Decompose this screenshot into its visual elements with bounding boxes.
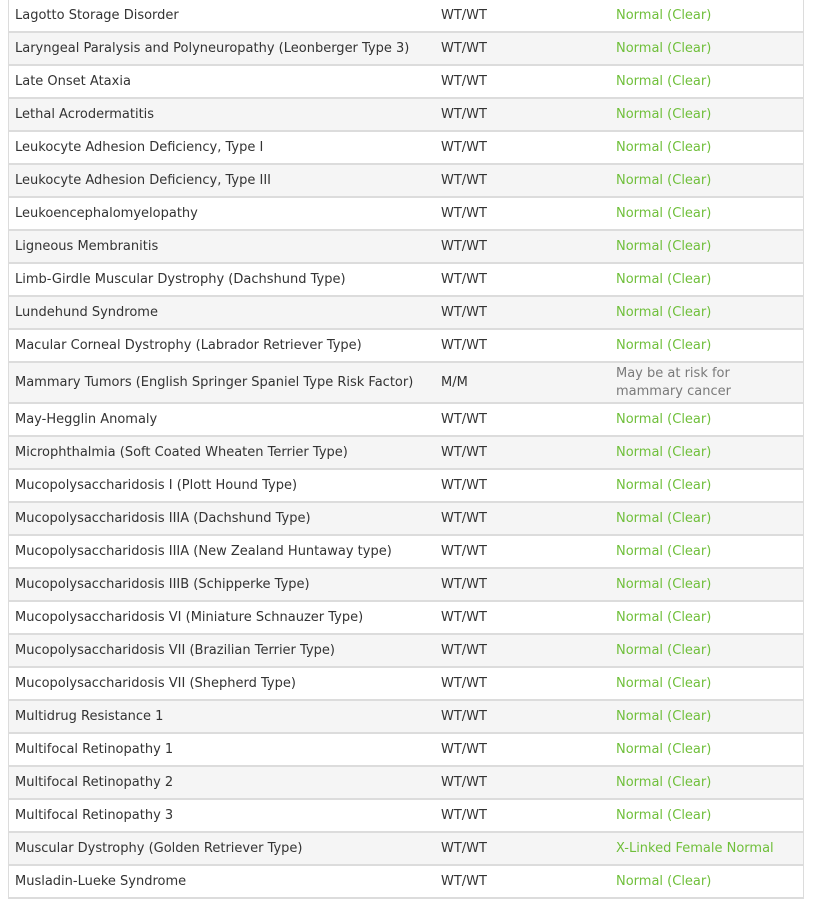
- genotype-value: WT/WT: [441, 511, 487, 526]
- condition-name: Mucopolysaccharidosis IIIA (Dachshund Type): [15, 511, 311, 526]
- genotype-value: WT/WT: [441, 74, 487, 89]
- result-status: X-Linked Female Normal: [616, 840, 774, 856]
- condition-name: Multidrug Resistance 1: [15, 709, 164, 724]
- table-row: [9, 602, 803, 635]
- table-row: [9, 866, 803, 899]
- condition-name: Mucopolysaccharidosis I (Plott Hound Type): [15, 478, 298, 493]
- result-status: May be at risk for mammary cancer: [616, 365, 731, 399]
- condition-name: Laryngeal Paralysis and Polyneuropathy (Leonberger Type 3): [15, 41, 410, 56]
- condition-name: Lagotto Storage Disorder: [15, 8, 179, 23]
- condition-name: Ligneous Membranitis: [15, 239, 159, 254]
- condition-name: Musladin-Lueke Syndrome: [15, 874, 187, 889]
- condition-name: Microphthalmia (Soft Coated Wheaten Terrier Type): [15, 445, 348, 460]
- result-status: Normal (Clear): [616, 205, 712, 221]
- condition-name: Mucopolysaccharidosis IIIA (New Zealand Huntaway type): [15, 544, 392, 559]
- result-status: Normal (Clear): [616, 642, 712, 658]
- table-row: [9, 800, 803, 833]
- genetic-results-table: [8, 0, 804, 899]
- condition-name: Limb-Girdle Muscular Dystrophy (Dachshund Type): [15, 272, 346, 287]
- genotype-value: WT/WT: [441, 107, 487, 122]
- genotype-value: WT/WT: [441, 206, 487, 221]
- table-row: [9, 503, 803, 536]
- condition-name: Multifocal Retinopathy 1: [15, 742, 174, 757]
- condition-name: Mammary Tumors (English Springer Spaniel Type Risk Factor): [15, 375, 414, 390]
- table-row: [9, 833, 803, 866]
- genotype-value: WT/WT: [441, 709, 487, 724]
- genotype-value: WT/WT: [441, 478, 487, 493]
- table-row: [9, 569, 803, 602]
- result-status: Normal (Clear): [616, 106, 712, 122]
- table-row: [9, 330, 803, 363]
- result-status: Normal (Clear): [616, 741, 712, 757]
- result-status: Normal (Clear): [616, 675, 712, 691]
- condition-name: Late Onset Ataxia: [15, 74, 131, 89]
- result-status: Normal (Clear): [616, 510, 712, 526]
- result-status: Normal (Clear): [616, 477, 712, 493]
- table-row: [9, 363, 803, 404]
- result-status: Normal (Clear): [616, 873, 712, 889]
- table-row: [9, 99, 803, 132]
- result-status: Normal (Clear): [616, 238, 712, 254]
- genotype-value: WT/WT: [441, 544, 487, 559]
- genotype-value: WT/WT: [441, 610, 487, 625]
- result-status: Normal (Clear): [616, 444, 712, 460]
- result-status: Normal (Clear): [616, 304, 712, 320]
- condition-name: Mucopolysaccharidosis VII (Brazilian Terrier Type): [15, 643, 335, 658]
- genotype-value: WT/WT: [441, 305, 487, 320]
- table-row: [9, 536, 803, 569]
- result-status: Normal (Clear): [616, 543, 712, 559]
- condition-name: Mucopolysaccharidosis IIIB (Schipperke Type): [15, 577, 310, 592]
- table-row: [9, 66, 803, 99]
- genotype-value: WT/WT: [441, 445, 487, 460]
- table-row: [9, 701, 803, 734]
- table-row: [9, 470, 803, 503]
- genotype-value: WT/WT: [441, 272, 487, 287]
- result-status: Normal (Clear): [616, 73, 712, 89]
- result-status: Normal (Clear): [616, 708, 712, 724]
- result-status: Normal (Clear): [616, 807, 712, 823]
- genotype-value: M/M: [441, 375, 468, 390]
- table-row: [9, 33, 803, 66]
- condition-name: Leukocyte Adhesion Deficiency, Type I: [15, 140, 264, 155]
- genotype-value: WT/WT: [441, 808, 487, 823]
- table-row: [9, 297, 803, 330]
- condition-name: Multifocal Retinopathy 2: [15, 775, 174, 790]
- genotype-value: WT/WT: [441, 412, 487, 427]
- genotype-value: WT/WT: [441, 173, 487, 188]
- genotype-value: WT/WT: [441, 239, 487, 254]
- genotype-value: WT/WT: [441, 41, 487, 56]
- genotype-value: WT/WT: [441, 676, 487, 691]
- table-row: [9, 231, 803, 264]
- table-row: [9, 734, 803, 767]
- result-status: Normal (Clear): [616, 411, 712, 427]
- genotype-value: WT/WT: [441, 338, 487, 353]
- result-status: Normal (Clear): [616, 576, 712, 592]
- condition-name: Leukoencephalomyelopathy: [15, 206, 198, 221]
- result-status: Normal (Clear): [616, 40, 712, 56]
- result-status: Normal (Clear): [616, 7, 712, 23]
- table-row: [9, 437, 803, 470]
- condition-name: Mucopolysaccharidosis VII (Shepherd Type): [15, 676, 296, 691]
- result-status: Normal (Clear): [616, 774, 712, 790]
- condition-name: Muscular Dystrophy (Golden Retriever Type): [15, 841, 303, 856]
- table-row: [9, 0, 803, 33]
- genotype-value: WT/WT: [441, 140, 487, 155]
- condition-name: Macular Corneal Dystrophy (Labrador Retriever Type): [15, 338, 362, 353]
- result-status: Normal (Clear): [616, 609, 712, 625]
- condition-name: May-Hegglin Anomaly: [15, 412, 158, 427]
- table-row: [9, 198, 803, 231]
- result-status: Normal (Clear): [616, 271, 712, 287]
- condition-name: Mucopolysaccharidosis VI (Miniature Schnauzer Type): [15, 610, 364, 625]
- genotype-value: WT/WT: [441, 643, 487, 658]
- table-row: [9, 264, 803, 297]
- table-row: [9, 404, 803, 437]
- table-row: [9, 635, 803, 668]
- table-row: [9, 165, 803, 198]
- condition-name: Lethal Acrodermatitis: [15, 107, 155, 122]
- table-row: [9, 767, 803, 800]
- genotype-value: WT/WT: [441, 577, 487, 592]
- genotype-value: WT/WT: [441, 874, 487, 889]
- condition-name: Lundehund Syndrome: [15, 305, 158, 320]
- table-row: [9, 132, 803, 165]
- genotype-value: WT/WT: [441, 8, 487, 23]
- table-row: [9, 668, 803, 701]
- genotype-value: WT/WT: [441, 775, 487, 790]
- genotype-value: WT/WT: [441, 742, 487, 757]
- result-status: Normal (Clear): [616, 337, 712, 353]
- condition-name: Leukocyte Adhesion Deficiency, Type III: [15, 173, 271, 188]
- result-status: Normal (Clear): [616, 139, 712, 155]
- condition-name: Multifocal Retinopathy 3: [15, 808, 174, 823]
- result-status: Normal (Clear): [616, 172, 712, 188]
- genotype-value: WT/WT: [441, 841, 487, 856]
